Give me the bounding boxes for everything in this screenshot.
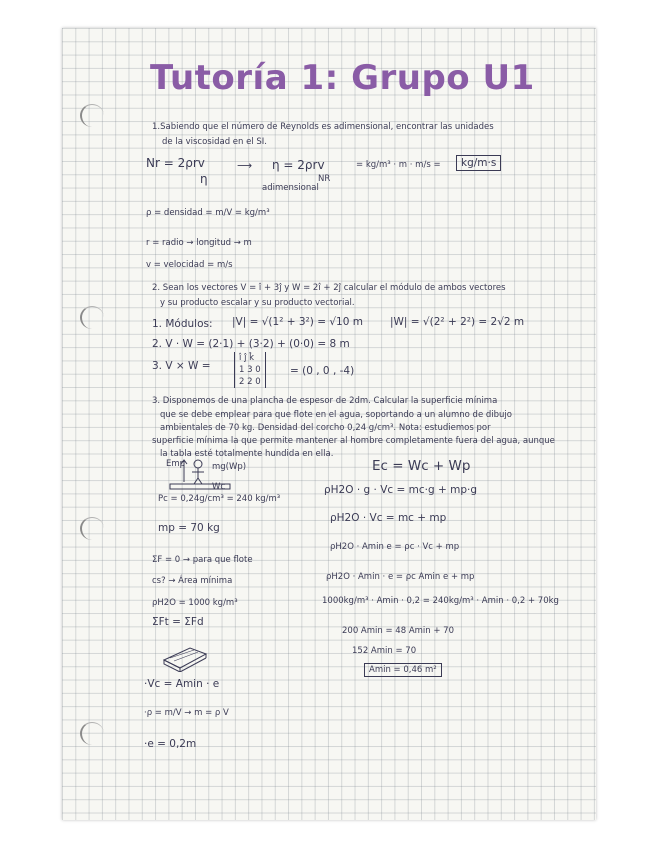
equation-step: 200 Amin = 48 Amin + 70 xyxy=(342,626,454,636)
q3-statement-line: superficie mínima la que permite mantener al hombre completamente fuera del agua, aunque xyxy=(152,436,555,446)
q3-statement-line: ambientales de 70 kg. Densidad del corcho 0,24 g/cm³. Nota: estudiemos por xyxy=(160,423,491,433)
weight-label: mg(Wp) xyxy=(212,462,247,472)
board-weight-label: Wc xyxy=(212,482,226,492)
punch-hole xyxy=(80,517,104,540)
cross-product-result: = (0 , 0 , -4) xyxy=(290,365,355,377)
page-title: Tutoría 1: Grupo U1 xyxy=(150,58,535,98)
q1-statement-line: 1.Sabiendo que el número de Reynolds es adimensional, encontrar las unidades xyxy=(152,122,494,132)
q2-statement-line: 2. Sean los vectores V = î + 3ĵ y W = 2î + 2ĵ calcular el módulo de ambos vectores xyxy=(152,283,506,293)
equation-step: ρH2O · g · Vc = mc·g + mp·g xyxy=(324,484,477,496)
moduli-label: 1. Módulos: xyxy=(152,318,213,330)
reynolds-formula-denominator: η xyxy=(200,172,208,186)
q3-statement-line: la tabla esté totalmente hundida en ella. xyxy=(160,449,334,459)
q3-statement-line: 3. Disponemos de una plancha de espesor de 2dm. Calcular la superficie mínima xyxy=(152,396,498,406)
punch-hole xyxy=(80,104,104,127)
viscosity-formula-denominator: NR xyxy=(318,174,331,184)
cork-volume: ·Vc = Amin · e xyxy=(144,678,220,690)
q2-statement-line: y su producto escalar y su producto vectorial. xyxy=(160,298,355,308)
dot-product: 2. V · W = (2·1) + (3·2) + (0·0) = 8 m xyxy=(152,338,350,350)
viscosity-formula: η = 2ρrv xyxy=(272,158,325,172)
equation-step: ρH2O · Amin e = ρc · Vc + mp xyxy=(330,542,460,552)
person-mass: mp = 70 kg xyxy=(158,522,220,534)
definition-velocity: v = velocidad = m/s xyxy=(146,260,233,270)
cork-density: Pc = 0,24g/cm³ = 240 kg/m³ xyxy=(158,494,281,504)
matrix-row: î ĵ k̂ xyxy=(239,353,255,363)
board-sketch xyxy=(160,644,210,672)
definition-radius: r = radio → longitud → m xyxy=(146,238,252,248)
buoyancy-equation: Ec = Wc + Wp xyxy=(372,458,471,474)
modulus-v: |V| = √(1² + 3²) = √10 m xyxy=(232,316,363,328)
equation-step: 152 Amin = 70 xyxy=(352,646,417,656)
final-answer: Amin = 0,46 m² xyxy=(364,663,442,677)
unit-derivation: = kg/m³ · m · m/s = xyxy=(356,160,441,170)
equation-step: ρH2O · Vc = mc + mp xyxy=(330,512,447,524)
q3-statement-line: que se debe emplear para que flote en el agua, soportando a un alumno de dibujo xyxy=(160,410,512,420)
modulus-w: |W| = √(2² + 2²) = 2√2 m xyxy=(390,316,525,328)
q1-statement-line: de la viscosidad en el SI. xyxy=(162,137,268,147)
arrow: ⟶ xyxy=(237,160,253,172)
matrix-row: 2 2 0 xyxy=(239,377,261,387)
force-balance: ΣFt = ΣFd xyxy=(152,616,204,628)
cross-product-label: 3. V × W = xyxy=(152,360,211,372)
thickness: ·e = 0,2m xyxy=(144,738,197,750)
equilibrium-condition: ΣF = 0 → para que flote xyxy=(152,555,253,565)
density-relation: ·ρ = m/V → m = ρ V xyxy=(144,708,229,718)
cross-product-matrix xyxy=(234,352,266,388)
equation-step: ρH2O · Amin · e = ρc Amin e + mp xyxy=(326,572,475,582)
unknown-area: cs? → Área mínima xyxy=(152,576,233,586)
matrix-row: 1 3 0 xyxy=(239,365,261,375)
equation-step: 1000kg/m³ · Amin · 0,2 = 240kg/m³ · Amin · 0,2 + 70kg xyxy=(322,596,559,606)
reynolds-formula: Nr = 2ρrv xyxy=(146,156,205,170)
viscosity-unit-result: kg/m·s xyxy=(456,155,501,171)
definition-density: ρ = densidad = m/V = kg/m³ xyxy=(146,208,270,218)
water-density: ρH2O = 1000 kg/m³ xyxy=(152,598,238,608)
buoyancy-label: Emp xyxy=(166,459,186,469)
punch-hole xyxy=(80,306,104,329)
punch-hole xyxy=(80,722,104,745)
adimensional-note: adimensional xyxy=(262,183,319,193)
